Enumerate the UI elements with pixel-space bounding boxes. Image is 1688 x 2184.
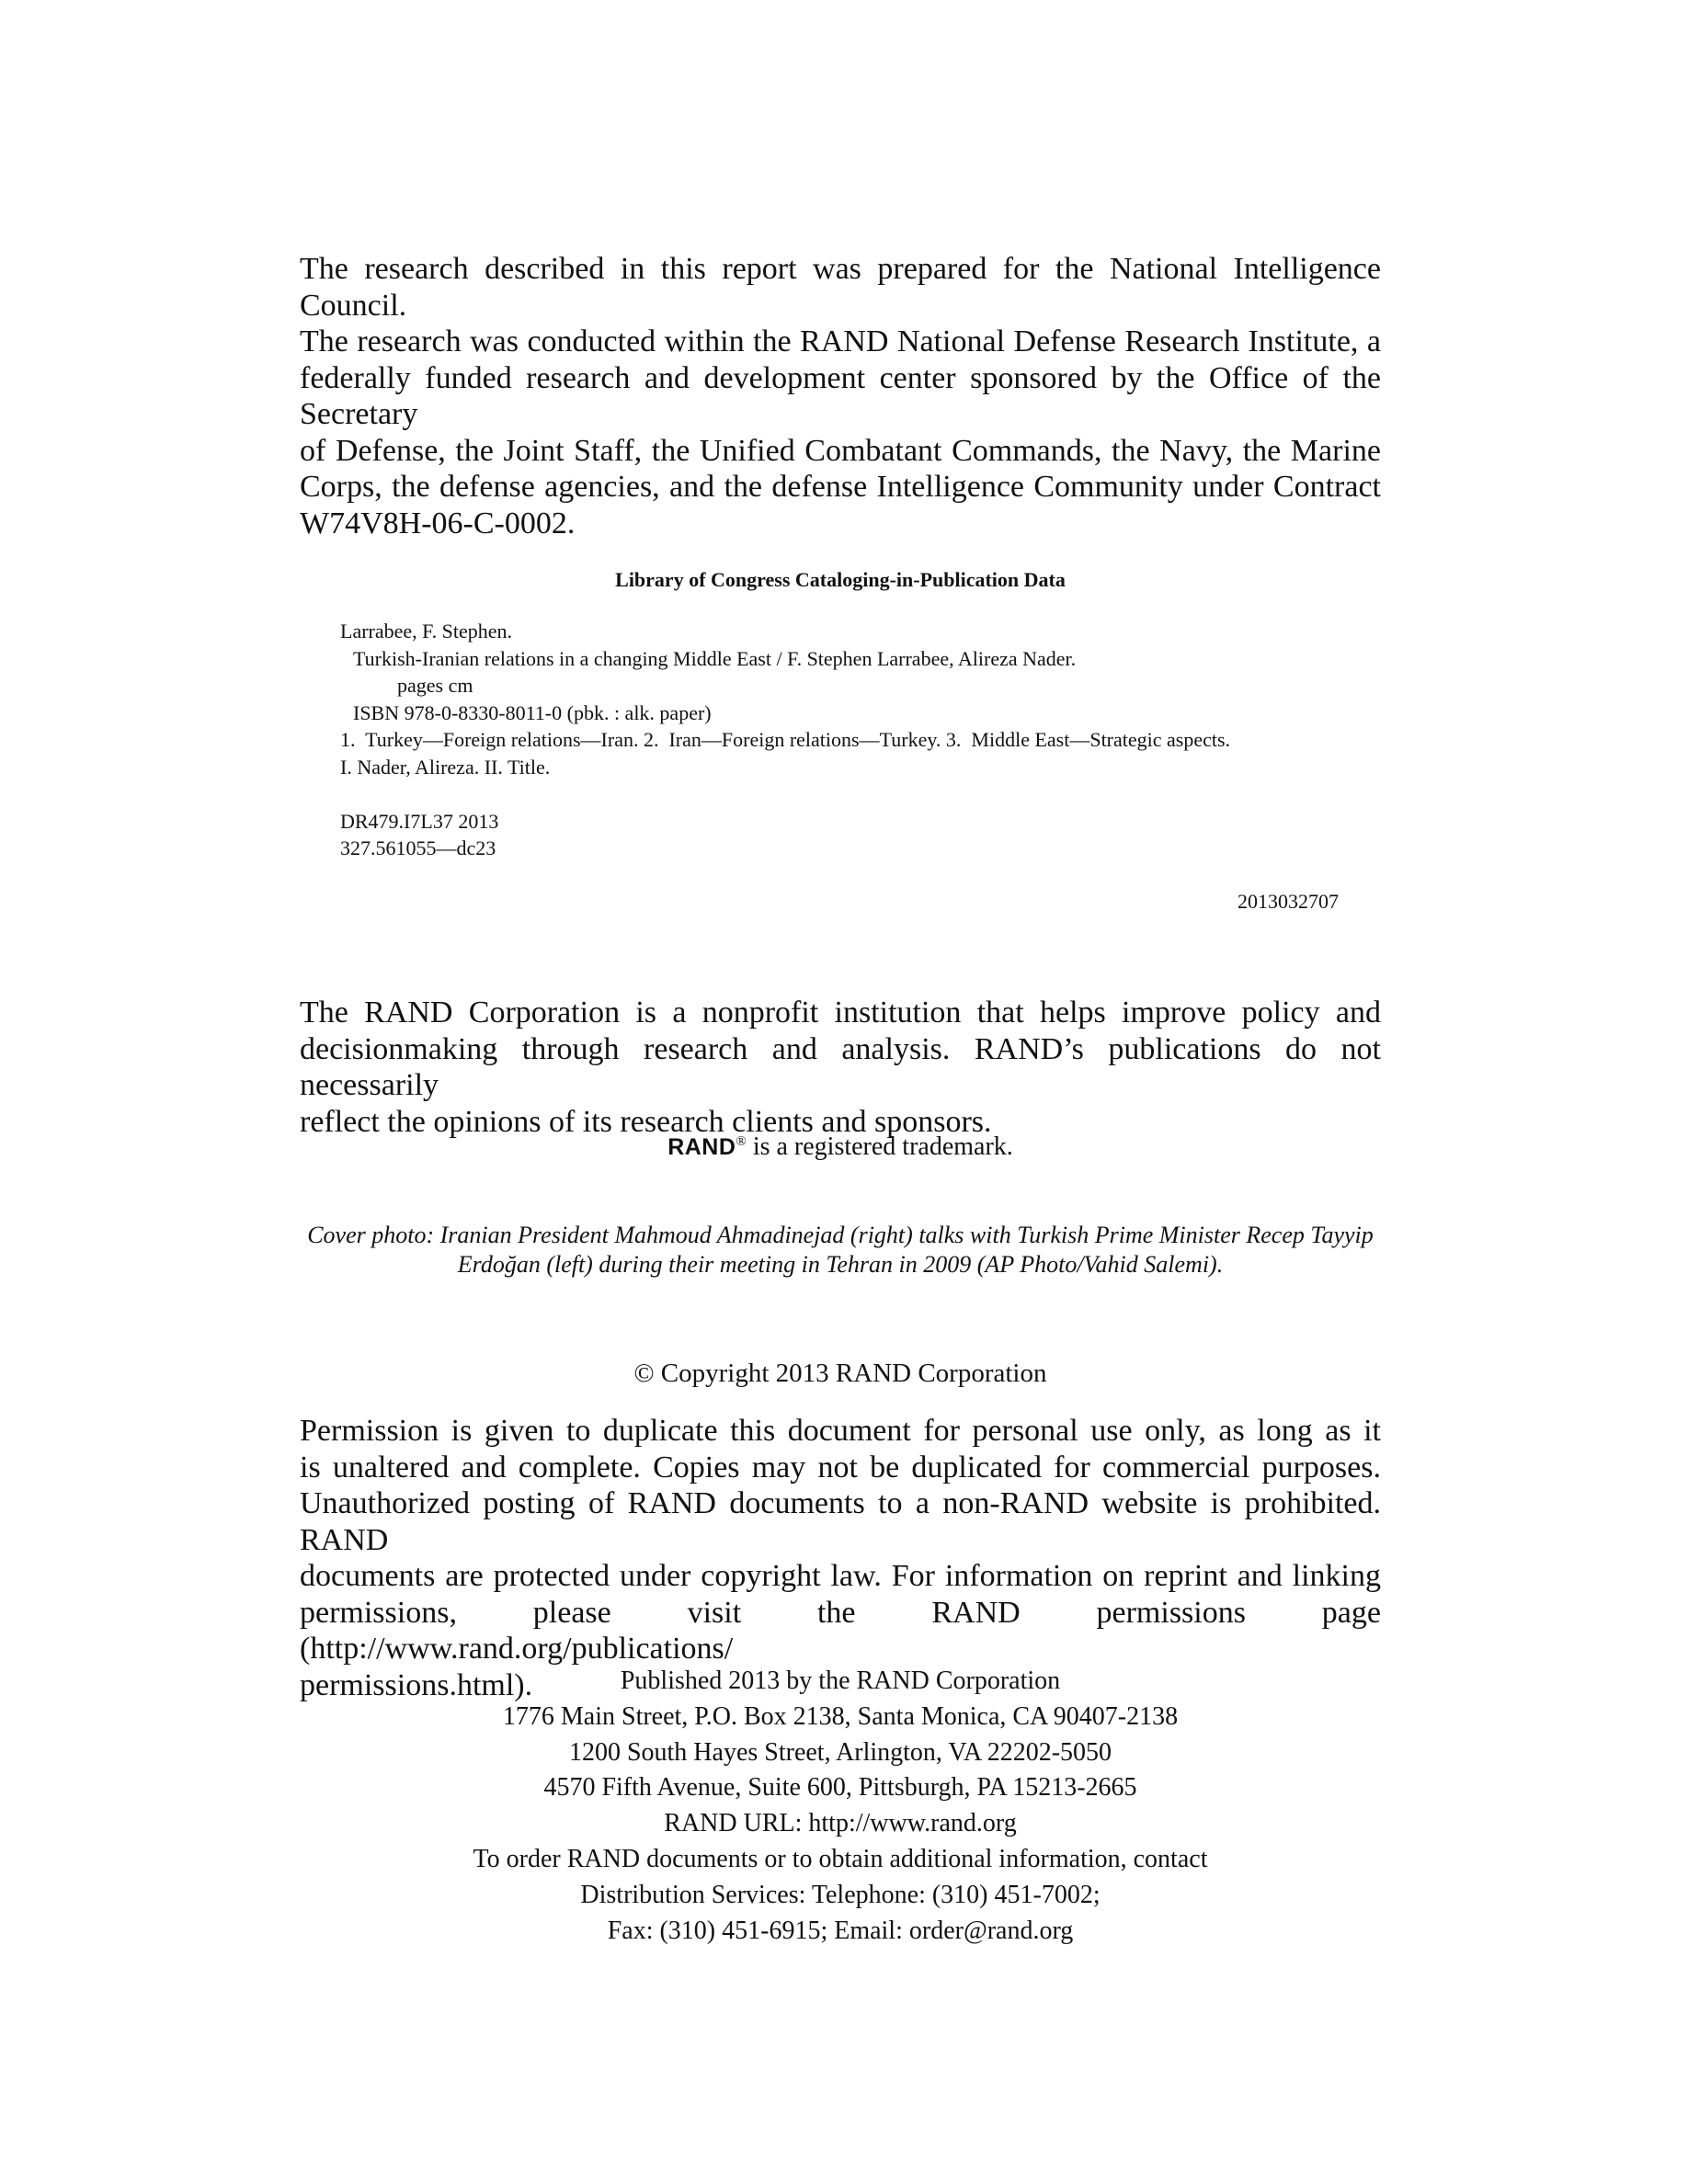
cover-caption-line: Cover photo: Iranian President Mahmoud Ahmadinejad (right) talks with Turkish Prime Minister Recep Tayyip [307, 1222, 1374, 1248]
publisher-phone: Distribution Services: Telephone: (310) 451-7002; [580, 1880, 1101, 1909]
cip-subjects: 1. Turkey—Foreign relations—Iran. 2. Iran—Foreign relations—Turkey. 3. Middle East—Strategic aspects. [340, 728, 1231, 751]
about-line: reflect the opinions of its research clients and sponsors. [300, 1104, 992, 1139]
about-line: decisionmaking through research and analysis. RAND’s publications do not necessarily [300, 1031, 1381, 1102]
permission-line: permissions, please visit the RAND permissions page (http://www.rand.org/publications/ [300, 1595, 1381, 1666]
funding-line: Corps, the defense agencies, and the defense Intelligence Community under Contract [300, 470, 1381, 504]
permission-paragraph [300, 1413, 1381, 1703]
cip-spacer [340, 780, 1352, 808]
permission-line: permissions.html). [300, 1667, 533, 1702]
rand-wordmark: RAND [667, 1134, 736, 1160]
cip-lc-class: DR479.I7L37 2013 [340, 809, 499, 833]
funding-line: W74V8H-06-C-0002. [300, 506, 576, 540]
trademark-notice [300, 1125, 1381, 1164]
registered-symbol: ® [736, 1134, 747, 1149]
publisher-line: Published 2013 by the RAND Corporation [620, 1666, 1061, 1695]
publisher-address: 4570 Fifth Avenue, Suite 600, Pittsburgh, PA 15213-2665 [543, 1773, 1137, 1803]
cip-pages: pages cm [397, 674, 473, 697]
permission-line: documents are protected under copyright law. For information on reprint and linking [300, 1559, 1381, 1593]
funding-line: of Defense, the Joint Staff, the Unified Combatant Commands, the Navy, the Marine [300, 433, 1381, 468]
cip-author: Larrabee, F. Stephen. [340, 620, 512, 643]
publisher-address: 1776 Main Street, P.O. Box 2138, Santa Monica, CA 90407-2138 [502, 1701, 1179, 1731]
permission-line: is unaltered and complete. Copies may not be duplicated for commercial purposes. [300, 1450, 1381, 1484]
publisher-address: 1200 South Hayes Street, Arlington, VA 22202-5050 [568, 1737, 1112, 1767]
publisher-fax-email: Fax: (310) 451-6915; Email: order@rand.org [607, 1916, 1074, 1945]
cip-record [340, 618, 1352, 862]
publisher-info [300, 1664, 1381, 1949]
about-line: The RAND Corporation is a nonprofit institution that helps improve policy and [300, 995, 1381, 1029]
cip-heading: Library of Congress Cataloging-in-Publication Data [615, 568, 1066, 591]
cover-photo-caption [300, 1221, 1381, 1280]
cip-dewey: 327.561055—dc23 [340, 836, 496, 859]
cover-caption-line: Erdoğan (left) during their meeting in Tehran in 2009 (AP Photo/Vahid Salemi). [457, 1251, 1224, 1278]
cip-isbn: ISBN 978-0-8330-8011-0 (pbk. : alk. paper) [353, 700, 712, 724]
funding-line: The research described in this report was prepared for the National Intelligence Council. [300, 252, 1381, 323]
copyright-line: © Copyright 2013 RAND Corporation [633, 1359, 1047, 1388]
cip-added-entries: I. Nader, Alireza. II. Title. [340, 755, 551, 779]
funding-line: The research was conducted within the RAND National Defense Research Institute, a [300, 324, 1381, 358]
funding-paragraph [300, 251, 1381, 541]
permission-line: Permission is given to duplicate this document for personal use only, as long as it [300, 1414, 1381, 1448]
about-rand-paragraph [300, 995, 1381, 1140]
publisher-url: RAND URL: http://www.rand.org [664, 1809, 1017, 1838]
trademark-text: is a registered trademark. [746, 1132, 1013, 1161]
cip-title-line: Turkish-Iranian relations in a changing Middle East / F. Stephen Larrabee, Alireza Nader. [353, 646, 1077, 670]
permission-line: Unauthorized posting of RAND documents to a non-RAND website is prohibited. RAND [300, 1486, 1381, 1557]
cip-lccn: 2013032707 [1237, 890, 1339, 913]
funding-line: federally funded research and development center sponsored by the Office of the Secretary [300, 360, 1381, 431]
publisher-contact: To order RAND documents or to obtain additional information, contact [473, 1844, 1208, 1873]
